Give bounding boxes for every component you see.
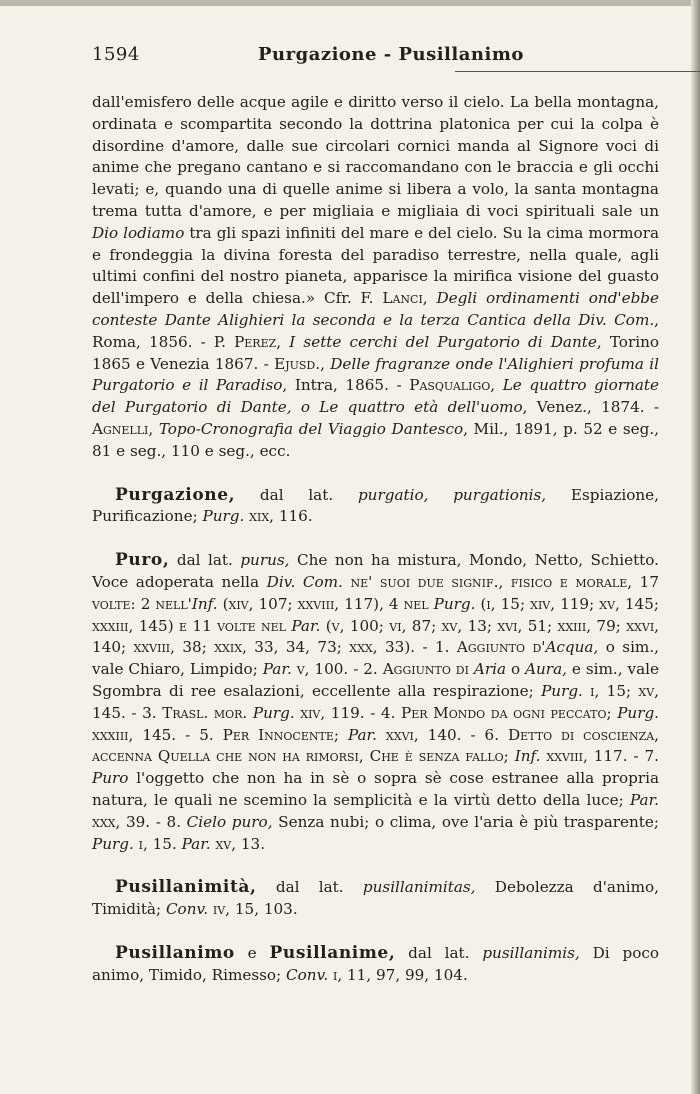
entry-pusillanimo: Pusillanimo e Pusillanime, dal lat. pusillanimis, Di poco animo, Timido, Rimesso; Conv. i, 11, 97, 99, 104.	[92, 942, 659, 984]
headword-puro: Puro,	[115, 550, 170, 571]
page-right-edge	[691, 0, 700, 1094]
page-header	[92, 44, 662, 70]
page-number: 1594	[92, 44, 140, 65]
headword-pusillanimita: Pusillanimità,	[115, 877, 257, 898]
entry-pusillanimita: Pusillanimità, dal lat. pusillanimitas, Debolezza d'animo, Timidità; Conv. iv, 15, 103.	[92, 877, 659, 919]
header-rule	[455, 71, 700, 72]
entry-purgazione: Purgazione, dal lat. purgatio, purgationis, Espiazione, Purificazione; Purg. xix, 116.	[92, 484, 659, 526]
headword-pusillanime: Pusillanime,	[269, 942, 396, 963]
page-top-edge	[0, 0, 700, 6]
page-body	[92, 92, 659, 986]
continuation-paragraph: dall'emisfero delle acque agile e diritto verso il cielo. La bella montagna, ordinata e scompartita secondo la dottrina platonica per cui la colpa è disordine d'amore, dalle sue circolari cornici manda al Signore voci di anime che pregano cantano e si raccomandano con le braccia e gli occhi levati; e, quando una di quelle anime si libera a volo, la santa montagna trema tutta d'amore, e per migliaia e migliaia di voci spirituali sale un Dio lodiamo tra gli spazi infiniti del mare e del cielo. Su la cima mormora e frondeggia la divina foresta del paradiso terrestre, nella quale, agli ultimi confini del nostro pianeta, apparisce la mirifica visione del guasto dell'impero e della chiesa.» Cfr. F. Lanci, Degli ordinamenti ond'ebbe conteste Dante Alighieri la seconda e la terza Cantica della Div. Com., Roma, 1856. - P. Perez, I sette cerchi del Purgatorio di Dante, Torino 1865 e Venezia 1867. - Ejusd., Delle fragranze onde l'Alighieri profuma il Purgatorio e il Paradiso, Intra, 1865. - Pasqualigo, Le quattro giornate del Purgatorio di Dante, o Le quattro età dell'uomo, Venez., 1874. - Agnelli, Topo-Cronografia del Viaggio Dantesco, Mil., 1891, p. 52 e seg., 81 e seg., 110 e seg., ecc.	[92, 93, 660, 460]
headword-pusillanimo: Pusillanimo	[115, 942, 235, 963]
running-title: Purgazione - Pusillanimo	[258, 44, 524, 65]
entry-puro: Puro, dal lat. purus, Che non ha mistura, Mondo, Netto, Schietto. Voce adoperata nella Div. Com. ne' suoi due signif., fisico e morale, 17 volte: 2 nell'Inf. (xiv, 107; xxviii, 117), 4 nel Purg. (i, 15; xiv, 119; xv, 145; xxxiii, 145) e 11 volte nel Par. (v, 100; vi, 87; xv, 13; xvi, 51; xxiii, 79; xxvi, 140; xxviii, 38; xxix, 33, 34, 73; xxx, 33). - 1. Aggiunto d'Acqua, o sim., vale Chiaro, Limpido; Par. v, 100. - 2. Aggiunto di Aria o Aura, e sim., vale Sgombra di ree esalazioni, eccellente alla respirazione; Purg. i, 15; xv, 145. - 3. Trasl. mor. Purg. xiv, 119. - 4. Per Mondo da ogni peccato; Purg. xxxiii, 145. - 5. Per Innocente; Par. xxvi, 140. - 6. Detto di coscienza, accenna Quella che non ha rimorsi, Che è senza fallo; Inf. xxviii, 117. - 7. Puro l'oggetto che non ha in sè o sopra sè cose estranee alla propria natura, le quali ne scemino la semplicità e la virtù detto della luce; Par. xxx, 39. - 8. Cielo puro, Senza nubi; o clima, ove l'aria è più trasparente; Purg. i, 15. Par. xv, 13.	[92, 550, 660, 853]
headword-purgazione: Purgazione,	[115, 484, 236, 505]
